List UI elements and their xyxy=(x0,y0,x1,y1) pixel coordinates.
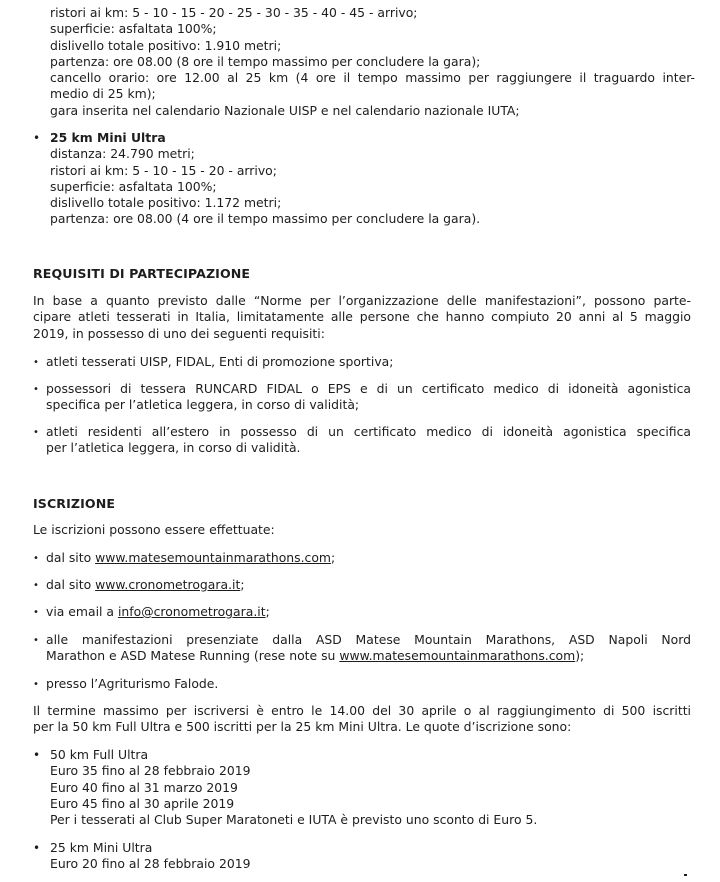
termine-line: Il termine massimo per iscriversi è entro le 14.00 del 30 aprile o al raggiungimento di 500 iscritti xyxy=(33,703,691,718)
iscrizione-item-email xyxy=(0,604,720,620)
bullet-icon: • xyxy=(33,427,39,438)
quote-line: Euro 35 fino al 28 febbraio 2019 xyxy=(50,763,251,779)
requisiti-intro-line: In base a quanto previsto dalle “Norme per l’organizzazione delle manifestazioni”, possono parte- xyxy=(33,293,691,308)
quote-line: Euro 20 fino al 28 febbraio 2019 xyxy=(50,856,251,872)
iscrizione-termine xyxy=(0,703,720,736)
requisiti-intro xyxy=(0,293,720,342)
full-ultra-calendario: gara inserita nel calendario Nazionale UISP e nel calendario nazionale IUTA; xyxy=(50,102,520,118)
mini-ultra-block xyxy=(0,130,720,228)
iscrizione-item-sito2 xyxy=(0,577,720,593)
mini-ultra-superficie: superficie: asfaltata 100%; xyxy=(50,178,217,194)
mini-ultra-dislivello: dislivello totale positivo: 1.172 metri; xyxy=(50,195,282,211)
mini-ultra-partenza: partenza: ore 08.00 (4 ore il tempo massimo per concludere la gara). xyxy=(50,211,481,227)
requisito-text: specifica per l’atletica leggera, in corso di validità; xyxy=(46,397,360,413)
bullet-icon: • xyxy=(33,679,39,690)
iscrizione-text: ; xyxy=(240,577,245,592)
requisito-item xyxy=(0,354,720,370)
bullet-icon: • xyxy=(33,841,41,855)
matese-site-link[interactable]: www.matesemountainmarathons.com xyxy=(95,550,332,565)
full-ultra-superficie: superficie: asfaltata 100%; xyxy=(50,21,217,37)
requisito-text: possessori di tessera RUNCARD FIDAL o EPS e di un certificato medico di idoneità agonistica xyxy=(46,381,691,396)
full-ultra-dislivello: dislivello totale positivo: 1.910 metri; xyxy=(50,37,282,53)
iscrizione-intro: Le iscrizioni possono essere effettuate: xyxy=(33,522,275,537)
iscrizione-heading: ISCRIZIONE xyxy=(33,496,116,511)
cronometrogara-site-link[interactable]: www.cronometrogara.it xyxy=(95,577,241,592)
requisito-text: atleti tesserati UISP, FIDAL, Enti di promozione sportiva; xyxy=(46,354,394,369)
bullet-icon: • xyxy=(33,384,39,395)
bullet-icon: • xyxy=(33,607,39,618)
iscrizione-text: ; xyxy=(265,604,270,619)
full-ultra-details xyxy=(0,5,720,119)
requisiti-intro-line: cipare atleti tesserati in Italia, limitatamente alle persone che hanno compiuto 20 anni al 5 maggio xyxy=(33,309,691,325)
quote-line: Per i tesserati al Club Super Maratoneti e IUTA è previsto uno sconto di Euro 5. xyxy=(50,812,538,828)
iscrizione-item-agriturismo: presso l’Agriturismo Falode. xyxy=(46,676,219,691)
bullet-icon: • xyxy=(33,580,39,591)
iscrizione-text: ); xyxy=(575,648,585,664)
requisiti-heading: REQUISITI DI PARTECIPAZIONE xyxy=(33,266,251,281)
iscrizione-text: Marathon e ASD Matese Running (rese note su xyxy=(46,648,340,664)
iscrizione-text: dal sito xyxy=(46,577,96,592)
email-link[interactable]: info@cronometrogara.it xyxy=(117,604,266,619)
full-ultra-cancello: cancello orario: ore 12.00 al 25 km (4 ore il tempo massimo per raggiungere il traguardo inter- xyxy=(50,70,695,86)
requisito-text: atleti residenti all’estero in possesso di un certificato medico di idoneità agonistica specifica xyxy=(46,424,691,439)
mini-ultra-title: 25 km Mini Ultra xyxy=(50,130,166,145)
quote-mini-ultra xyxy=(0,840,720,873)
bullet-icon: • xyxy=(33,357,39,368)
bullet-icon: • xyxy=(33,553,39,564)
requisito-item xyxy=(0,424,720,457)
bullet-icon: • xyxy=(33,635,39,646)
termine-line: per la 50 km Full Ultra e 500 iscritti per la 25 km Mini Ultra. Le quote d’iscrizione sono: xyxy=(33,719,572,735)
mini-ultra-distanza: distanza: 24.790 metri; xyxy=(50,146,195,162)
matese-site-link[interactable]: www.matesemountainmarathons.com xyxy=(339,648,576,664)
iscrizione-text: via email a xyxy=(46,604,118,619)
iscrizione-text: dal sito xyxy=(46,550,96,565)
bullet-icon: • xyxy=(33,131,41,145)
full-ultra-partenza: partenza: ore 08.00 (8 ore il tempo massimo per concludere la gara); xyxy=(50,53,481,69)
quote-line: Euro 45 fino al 30 aprile 2019 xyxy=(50,795,235,811)
full-ultra-ristori: ristori ai km: 5 - 10 - 15 - 20 - 25 - 30 - 35 - 40 - 45 - arrivo; xyxy=(50,5,418,20)
requisito-item xyxy=(0,381,720,414)
requisiti-intro-line: 2019, in possesso di uno dei seguenti requisiti: xyxy=(33,325,325,341)
quote-full-ultra xyxy=(0,747,720,828)
page-edge-mark xyxy=(684,874,687,876)
full-ultra-cancello-cont: medio di 25 km); xyxy=(50,86,156,102)
quote-line: Euro 40 fino al 31 marzo 2019 xyxy=(50,779,238,795)
quote-title: 25 km Mini Ultra xyxy=(50,840,153,855)
iscrizione-item-sito1 xyxy=(0,550,720,566)
quote-title: 50 km Full Ultra xyxy=(50,747,149,762)
iscrizione-text: ; xyxy=(331,550,336,565)
mini-ultra-ristori: ristori ai km: 5 - 10 - 15 - 20 - arrivo; xyxy=(50,162,277,178)
requisito-text: per l’atletica leggera, in corso di validità. xyxy=(46,440,301,456)
bullet-icon: • xyxy=(33,748,41,762)
iscrizione-item-manifestazioni xyxy=(0,632,720,665)
iscrizione-text: alle manifestazioni presenziate dalla ASD Matese Mountain Marathons, ASD Napoli Nord xyxy=(46,632,691,647)
